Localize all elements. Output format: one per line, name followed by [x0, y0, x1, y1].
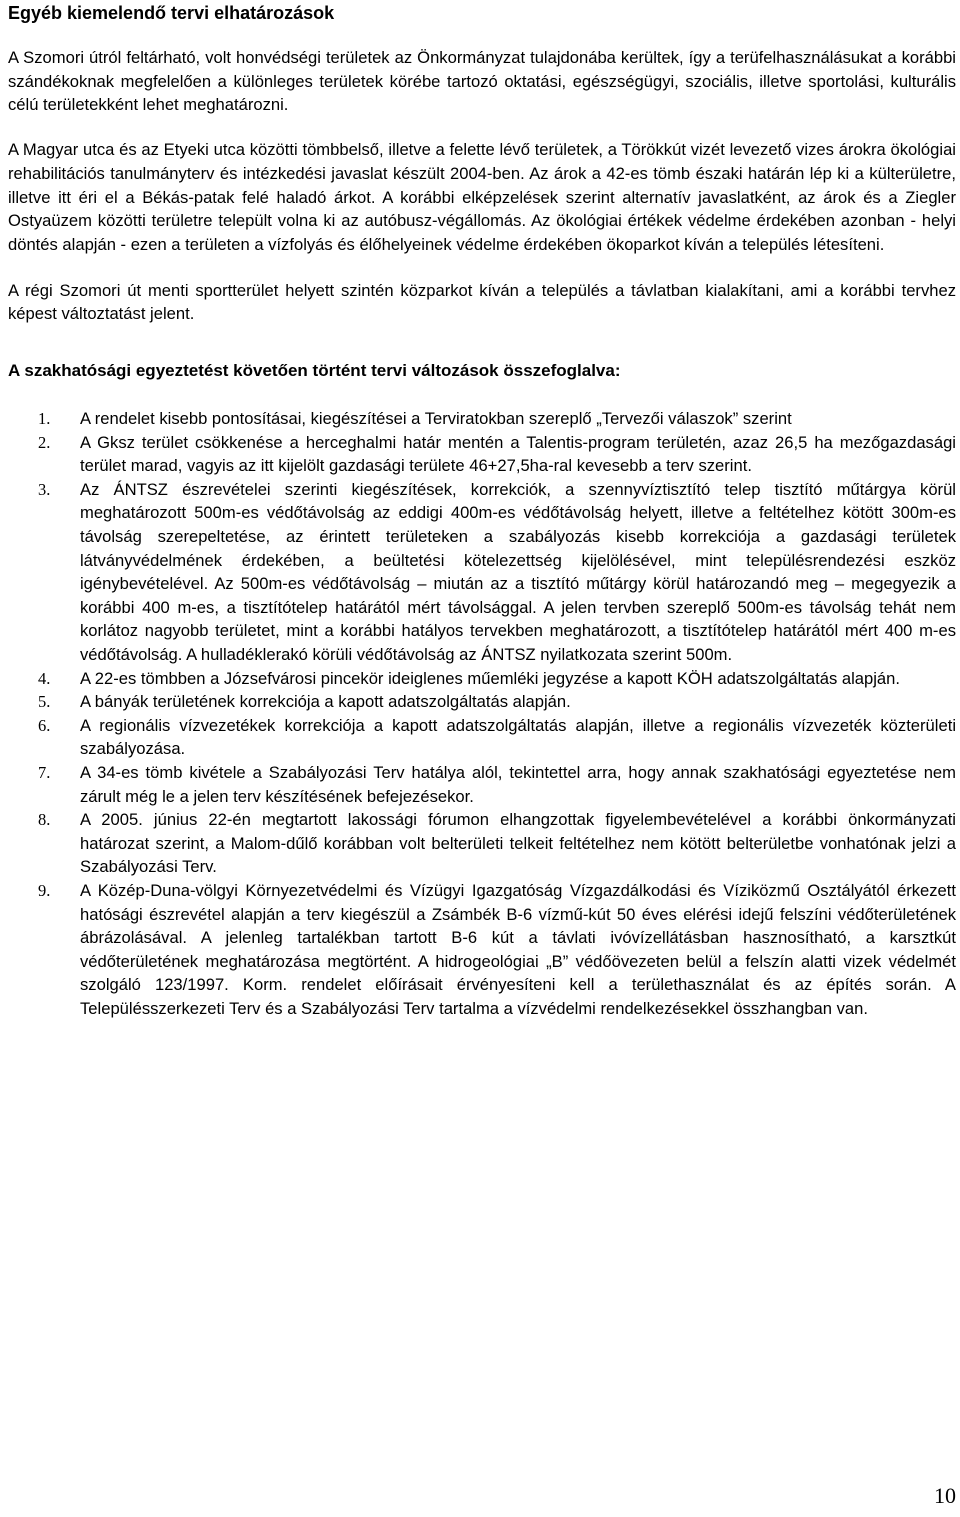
page-number: 10 [934, 1483, 956, 1508]
list-item [8, 808, 956, 879]
list-item-text: A 34-es tömb kivétele a Szabályozási Terv hatálya alól, tekintettel arra, hogy annak szakhatósági egyeztetése nem zárult még le a jelen terv készítésének befejezésekor. [80, 762, 956, 806]
list-item-text: A Gksz terület csökkenése a herceghalmi határ mentén a Talentis-program területén, azaz 26,5 ha mezőgazdasági terület marad, vagyis az itt kijelölt gazdasági területe 46+27,5ha-ral kevesebb a terv szerint. [80, 432, 956, 476]
list-item [8, 714, 956, 761]
list-item [8, 761, 956, 808]
list-item [8, 879, 956, 1021]
list-item-text: A regionális vízvezetékek korrekciója a kapott adatszolgáltatás alapján, illetve a regionális vízvezeték közterületi szabályozása. [80, 715, 956, 759]
list-item-text: A 2005. június 22-én megtartott lakossági fórumon elhangzottak figyelembevételével a korábbi önkormányzati határozat szerint, a Malom-dűlő korábban volt belterületi telkeit feltételhez nem kötött belterületbe vonhatónak jelzi a Szabályozási Terv. [80, 810, 956, 877]
list-item-number: 2. [38, 432, 51, 452]
list-item-number: 1. [38, 409, 51, 429]
list-item [8, 690, 956, 714]
changes-list [8, 407, 956, 1020]
list-item-number: 3. [38, 479, 51, 499]
section-heading: Egyéb kiemelendő tervi elhatározások [8, 3, 335, 23]
paragraph-szomori-ut: A Szomori útról feltárható, volt honvédségi területek az Önkormányzat tulajdonába kerültek, így a terüfelhasználásukat a korábbi szándékoknak megfelelően a különleges területek körébe tartozó oktatási, egészségügyi, szociális, illetve sportolási, kulturális célú területekként lehet meghatározni. [8, 48, 956, 115]
list-item-number: 7. [38, 762, 51, 782]
paragraph-magyar-utca: A Magyar utca és az Etyeki utca közötti tömbbelső, illetve a felette lévő területek, a Törökkút vizét levezető vizes árokra ökológiai rehabilitációs tanulmányterv és intézkedési javaslat készült 2004-ben. Az árok a 42-es tömb északi határán lép ki a külterületre, illetve itt éri el a Békás-patak felé haladó árkot. A korábbi elképzelések szerint alternatív javaslatként, az árok és a Ziegler Ostyaüzem közötti területre települt volna ki az autóbusz-végállomás. Az ökológiai értékek védelme érdekében azonban - helyi döntés alapján - ezen a területen a vízfolyás és élőhelyeinek védelme érdekében ökoparkot kíván a település létesíteni. [8, 140, 956, 254]
list-item-number: 4. [38, 668, 51, 688]
list-item-text: Az ÁNTSZ észrevételei szerinti kiegészítések, korrekciók, a szennyvíztisztító telep tisztító műtárgya körül meghatározott 500m-es védőtávolság az eddigi 400m-es védőtávolság helyett, illetve a feltételhez kötött 300m-es távolság szerepeltetése, az érintett területeken a szabályozás kisebb korrekciója a gazdasági területek látványvédelmének érdekében, a beültetési kötelezettség kijelölésével, mint településrendezési eszköz igénybevételével. Az 500m-es védőtávolság – miután az a tisztító műtárgy körül határozandó meg – megegyezik a korábbi 400 m-es, a tisztítótelep határától mért távolsággal. A jelen tervben szereplő 500m-es távolság tehát nem korlátoz nagyobb területet, mint a korábbi hatályos tervekben meghatározott, a tisztítótelep határától mért 400 m-es védőtávolság. A hulladéklerakó körüli védőtávolság az ÁNTSZ nyilatkozata szerint 500m. [80, 479, 956, 664]
list-item-text: A bányák területének korrekciója a kapott adatszolgáltatás alapján. [80, 692, 571, 712]
list-item-number: 5. [38, 692, 51, 712]
paragraph-sportterulet: A régi Szomori út menti sportterület helyett szintén közparkot kíván a település a távlatban kialakítani, ami a korábbi tervhez képest változtatást jelent. [8, 280, 956, 324]
list-item [8, 407, 956, 431]
list-item [8, 667, 956, 691]
list-item [8, 431, 956, 478]
list-item-text: A Közép-Duna-völgyi Környezetvédelmi és Vízügyi Igazgatóság Vízgazdálkodási és Víziközmű Osztályától érkezett hatósági észrevétel alapján a terv kiegészül a Zsámbék B-6 vízmű-kút 50 éves elérési idejű felszíni védőterületének ábrázolásával. A jelenleg tartalékban tartott B-6 kút a távlati ivóvízellátásban hasznosítható, a karsztkút védőterületének meghatározása megtörtént. A hidrogeológiai „B” védőövezeten belül a felszín alatti vizek védelmét szolgáló 123/1997. Korm. rendelet előírásait érvényesíteni kell a területhasználat és az építés során. A Településszerkezeti Terv és a Szabályozási Terv tartalma a vízvédelmi rendelkezésekkel összhangban van. [80, 880, 956, 1018]
summary-heading: A szakhatósági egyeztetést követően történt tervi változások összefoglalva: [8, 361, 621, 381]
document-page [8, 0, 956, 1020]
list-item-text: A rendelet kisebb pontosításai, kiegészítései a Terviratokban szereplő „Tervezői válaszok” szerint [80, 409, 792, 429]
list-item-number: 8. [38, 810, 51, 830]
list-item-number: 6. [38, 715, 51, 735]
list-item-number: 9. [38, 880, 51, 900]
list-item [8, 478, 956, 667]
list-item-text: A 22-es tömbben a Józsefvárosi pincekör ideiglenes műemléki jegyzése a kapott KÖH adatszolgáltatás alapján. [80, 668, 901, 688]
